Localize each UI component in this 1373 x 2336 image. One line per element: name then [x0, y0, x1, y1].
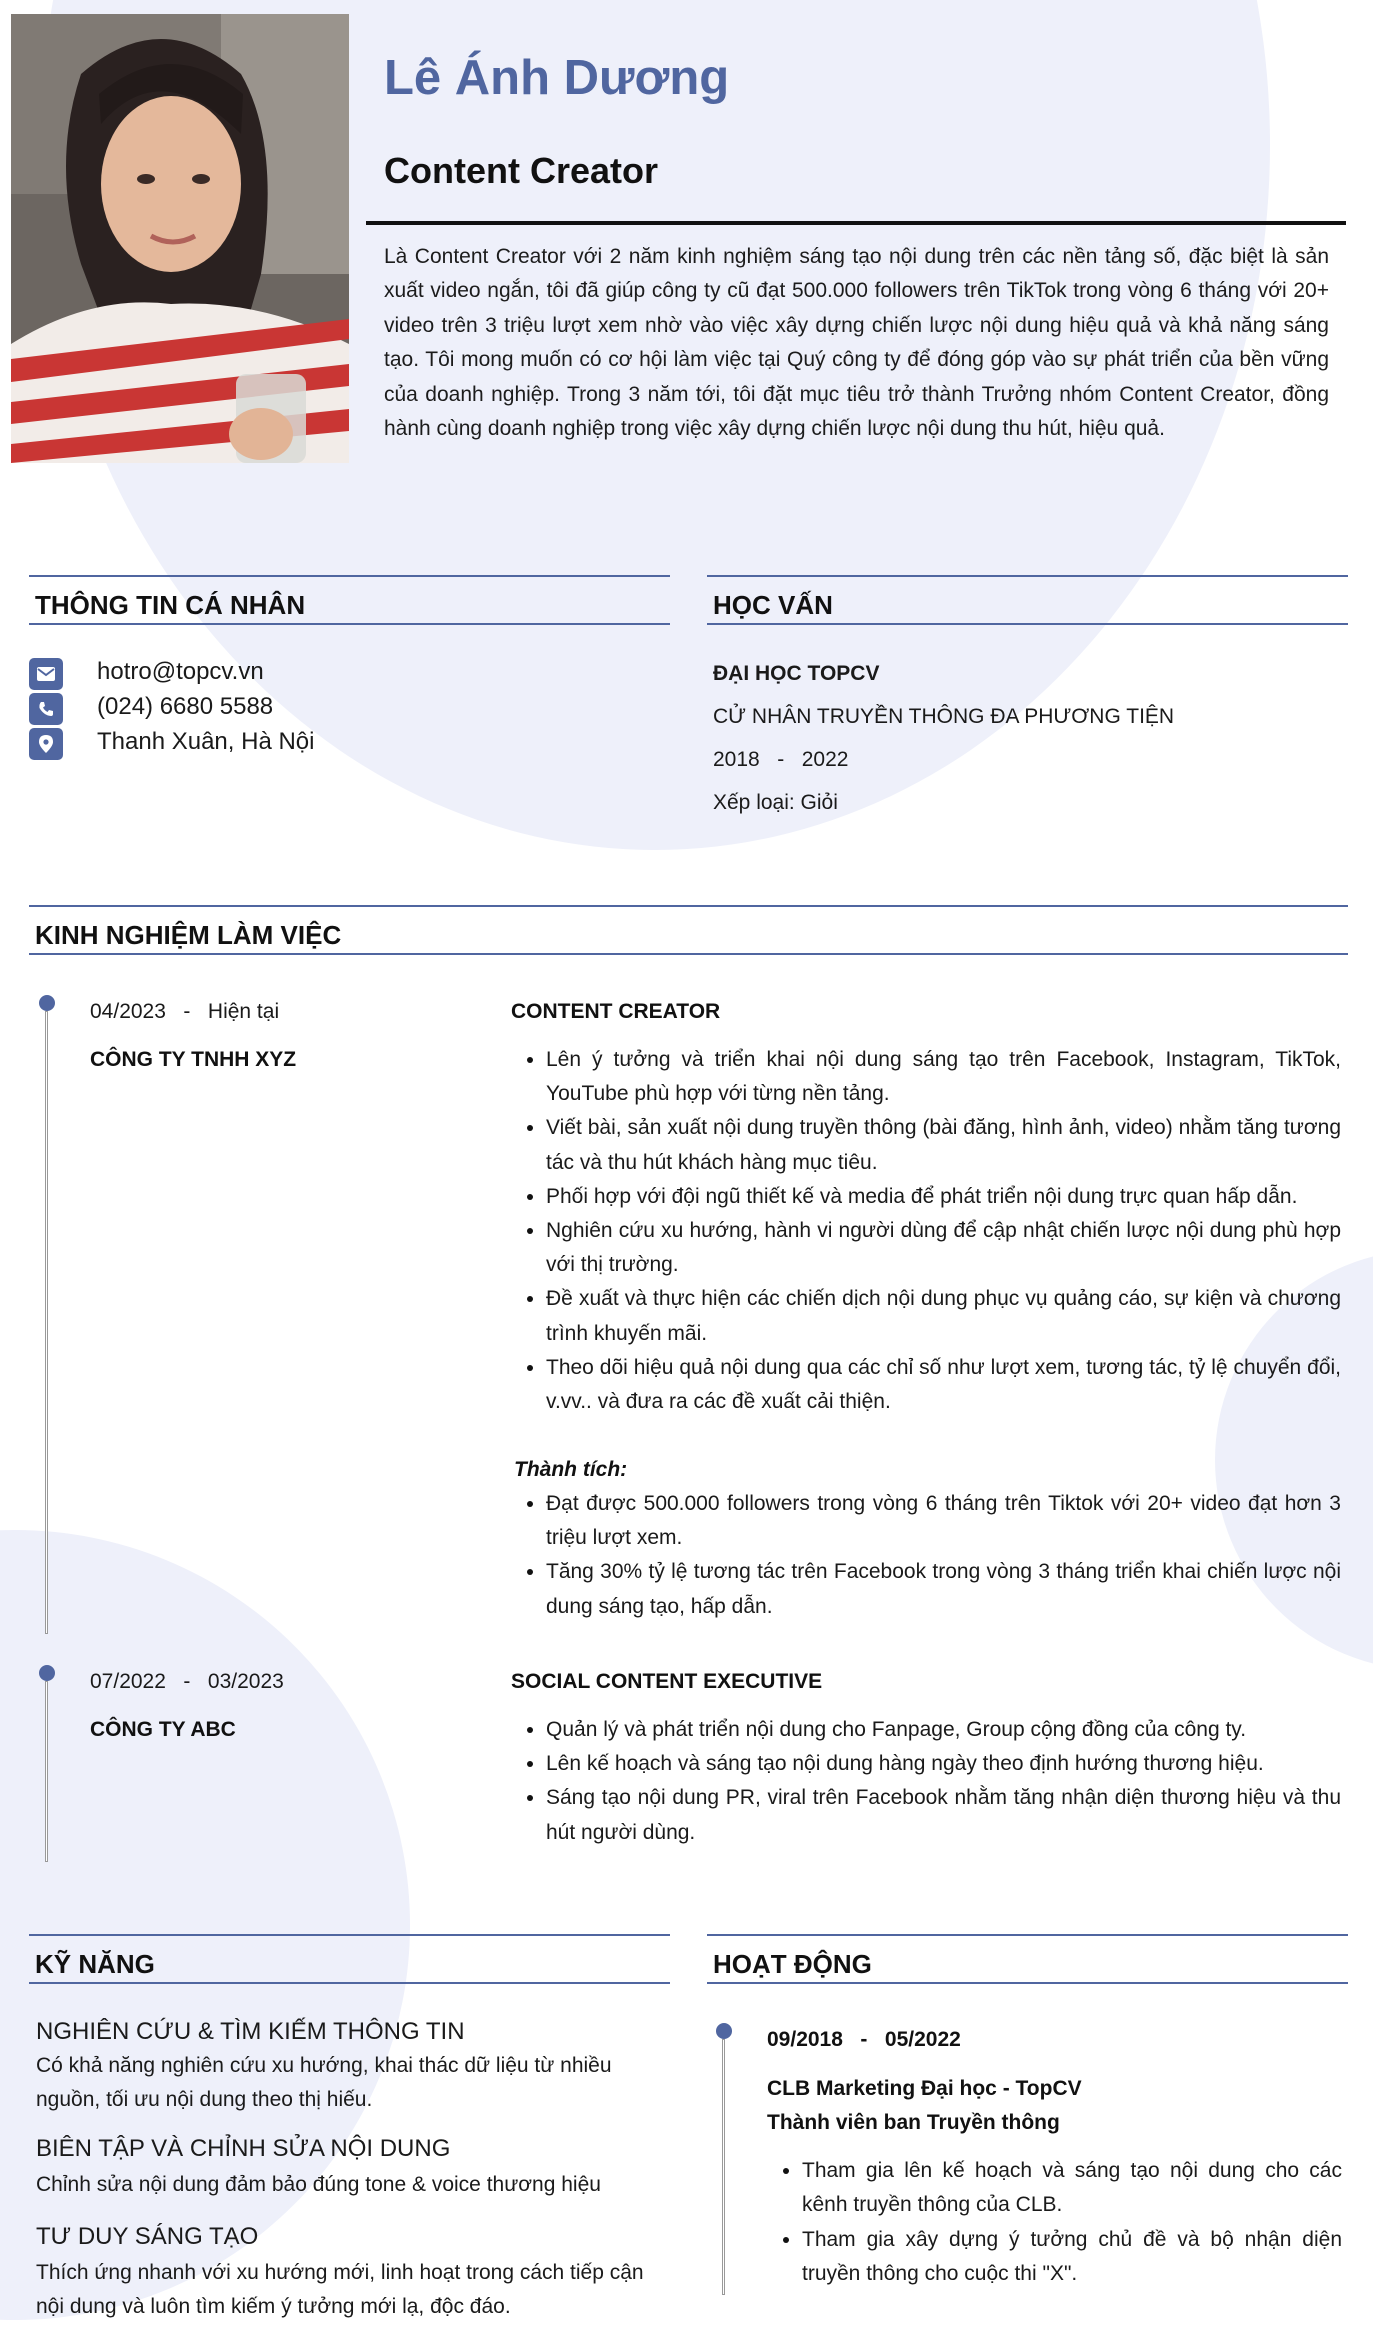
list-item: Lên ý tưởng và triển khai nội dung sáng tạo trên Facebook, Instagram, TikTok, YouTube phù hợp với từng nền tảng. [511, 1043, 1341, 1111]
skill-title: BIÊN TẬP VÀ CHỈNH SỬA NỘI DUNG [36, 2135, 451, 2162]
experience-role: SOCIAL CONTENT EXECUTIVE [511, 1670, 823, 1693]
phone-icon [29, 693, 63, 725]
job-title: Content Creator [384, 150, 659, 191]
contact-address [29, 728, 315, 760]
list-item: Sáng tạo nội dung PR, viral trên Facebook nhằm tăng nhận diện thương hiệu và thu hút người dùng. [511, 1781, 1341, 1849]
achievements-label: Thành tích: [514, 1458, 628, 1481]
list-item: Viết bài, sản xuất nội dung truyền thông (bài đăng, hình ảnh, video) nhằm tăng tương tác và thu hút khách hàng mục tiêu. [511, 1111, 1341, 1179]
section-heading-personal: THÔNG TIN CÁ NHÂN [29, 575, 670, 625]
timeline-line [722, 2039, 725, 2295]
experience-duties-list [511, 1043, 1341, 1419]
education-grade: Xếp loại: Giỏi [713, 791, 838, 814]
contact-phone [29, 693, 274, 725]
section-heading-skills: KỸ NĂNG [29, 1934, 670, 1984]
list-item: Nghiên cứu xu hướng, hành vi người dùng để cập nhật chiến lược nội dung phù hợp với thị trường. [511, 1214, 1341, 1282]
timeline-dot [39, 995, 55, 1011]
phone-text[interactable]: (024) 6680 5588 [97, 693, 274, 720]
timeline-dot [716, 2023, 732, 2039]
education-major: CỬ NHÂN TRUYỀN THÔNG ĐA PHƯƠNG TIỆN [713, 705, 1175, 728]
list-item: Đề xuất và thực hiện các chiến dịch nội dung phục vụ quảng cáo, sự kiện và chương trình khuyến mãi. [511, 1282, 1341, 1350]
experience-duties-list [511, 1713, 1341, 1850]
section-heading-activities: HOẠT ĐỘNG [707, 1934, 1348, 1984]
activity-role: Thành viên ban Truyền thông [767, 2111, 1060, 2134]
skill-title: NGHIÊN CỨU & TÌM KIẾM THÔNG TIN [36, 2018, 465, 2045]
education-period: 2018 - 2022 [713, 748, 849, 771]
list-item: Đạt được 500.000 followers trong vòng 6 tháng trên Tiktok với 20+ video đạt hơn 3 triệu lượt xem. [511, 1487, 1341, 1555]
title-divider [366, 221, 1346, 225]
address-text: Thanh Xuân, Hà Nội [97, 728, 315, 755]
experience-period: 07/2022 - 03/2023 [90, 1670, 284, 1693]
skill-description: Có khả năng nghiên cứu xu hướng, khai thác dữ liệu từ nhiều nguồn, tối ưu nội dung theo thị hiếu. [36, 2054, 612, 2112]
list-item: Phối hợp với đội ngũ thiết kế và media để phát triển nội dung trực quan hấp dẫn. [511, 1180, 1341, 1214]
achievements-list [511, 1487, 1341, 1624]
activity-period: 09/2018 - 05/2022 [767, 2028, 961, 2051]
section-heading-experience: KINH NGHIỆM LÀM VIỆC [29, 905, 1348, 955]
candidate-name: Lê Ánh Dương [384, 51, 730, 105]
list-item: Tham gia xây dựng ý tưởng chủ đề và bộ nhận diện truyền thông cho cuộc thi "X". [767, 2223, 1342, 2292]
skill-title: TƯ DUY SÁNG TẠO [36, 2223, 259, 2250]
timeline-line [45, 1011, 48, 1634]
list-item: Quản lý và phát triển nội dung cho Fanpage, Group cộng đồng của công ty. [511, 1713, 1341, 1747]
education-school: ĐẠI HỌC TOPCV [713, 662, 880, 685]
list-item: Theo dõi hiệu quả nội dung qua các chỉ số như lượt xem, tương tác, tỷ lệ chuyển đổi, v.vv.. và đưa ra các đề xuất cải thiện. [511, 1351, 1341, 1419]
location-pin-icon [29, 728, 63, 760]
experience-role: CONTENT CREATOR [511, 1000, 721, 1023]
skill-description: Thích ứng nhanh với xu hướng mới, linh hoạt trong cách tiếp cận nội dung và luôn tìm kiếm ý tưởng mới lạ, độc đáo. [36, 2261, 644, 2319]
list-item: Tăng 30% tỷ lệ tương tác trên Facebook trong vòng 3 tháng triển khai chiến lược nội dung sáng tạo, hấp dẫn. [511, 1555, 1341, 1623]
experience-period: 04/2023 - Hiện tại [90, 1000, 280, 1023]
timeline-dot [39, 1665, 55, 1681]
skill-description: Chỉnh sửa nội dung đảm bảo đúng tone & voice thương hiệu [36, 2173, 601, 2196]
career-summary: Là Content Creator với 2 năm kinh nghiệm sáng tạo nội dung trên các nền tảng số, đặc biệt là sản xuất video ngắn, tôi đã giúp công ty cũ đạt 500.000 followers trên TikTok trong vòng 6 tháng với 20+ video trên 3 triệu lượt xem nhờ vào việc xây dựng chiến lược nội dung hiệu quả và khả năng sáng tạo. Tôi mong muốn có cơ hội làm việc tại Quý công ty để đóng góp vào sự phát triển của bền vững của doanh nghiệp. Trong 3 năm tới, tôi đặt mục tiêu trở thành Trưởng nhóm Content Creator, đồng hành cùng doanh nghiệp trong việc xây dựng chiến lược nội dung thu hút, hiệu quả. [384, 245, 1329, 441]
section-heading-education: HỌC VẤN [707, 575, 1348, 625]
timeline-line [45, 1681, 48, 1862]
list-item: Tham gia lên kế hoạch và sáng tạo nội dung cho các kênh truyền thông của CLB. [767, 2154, 1342, 2223]
experience-company: CÔNG TY TNHH XYZ [90, 1048, 297, 1071]
email-text[interactable]: hotro@topcv.vn [97, 658, 264, 685]
activity-list [767, 2154, 1342, 2292]
profile-photo [11, 14, 349, 463]
activity-organization: CLB Marketing Đại học - TopCV [767, 2077, 1082, 2100]
contact-email [29, 658, 264, 690]
envelope-icon [29, 658, 63, 690]
list-item: Lên kế hoạch và sáng tạo nội dung hàng ngày theo định hướng thương hiệu. [511, 1747, 1341, 1781]
experience-company: CÔNG TY ABC [90, 1718, 236, 1741]
